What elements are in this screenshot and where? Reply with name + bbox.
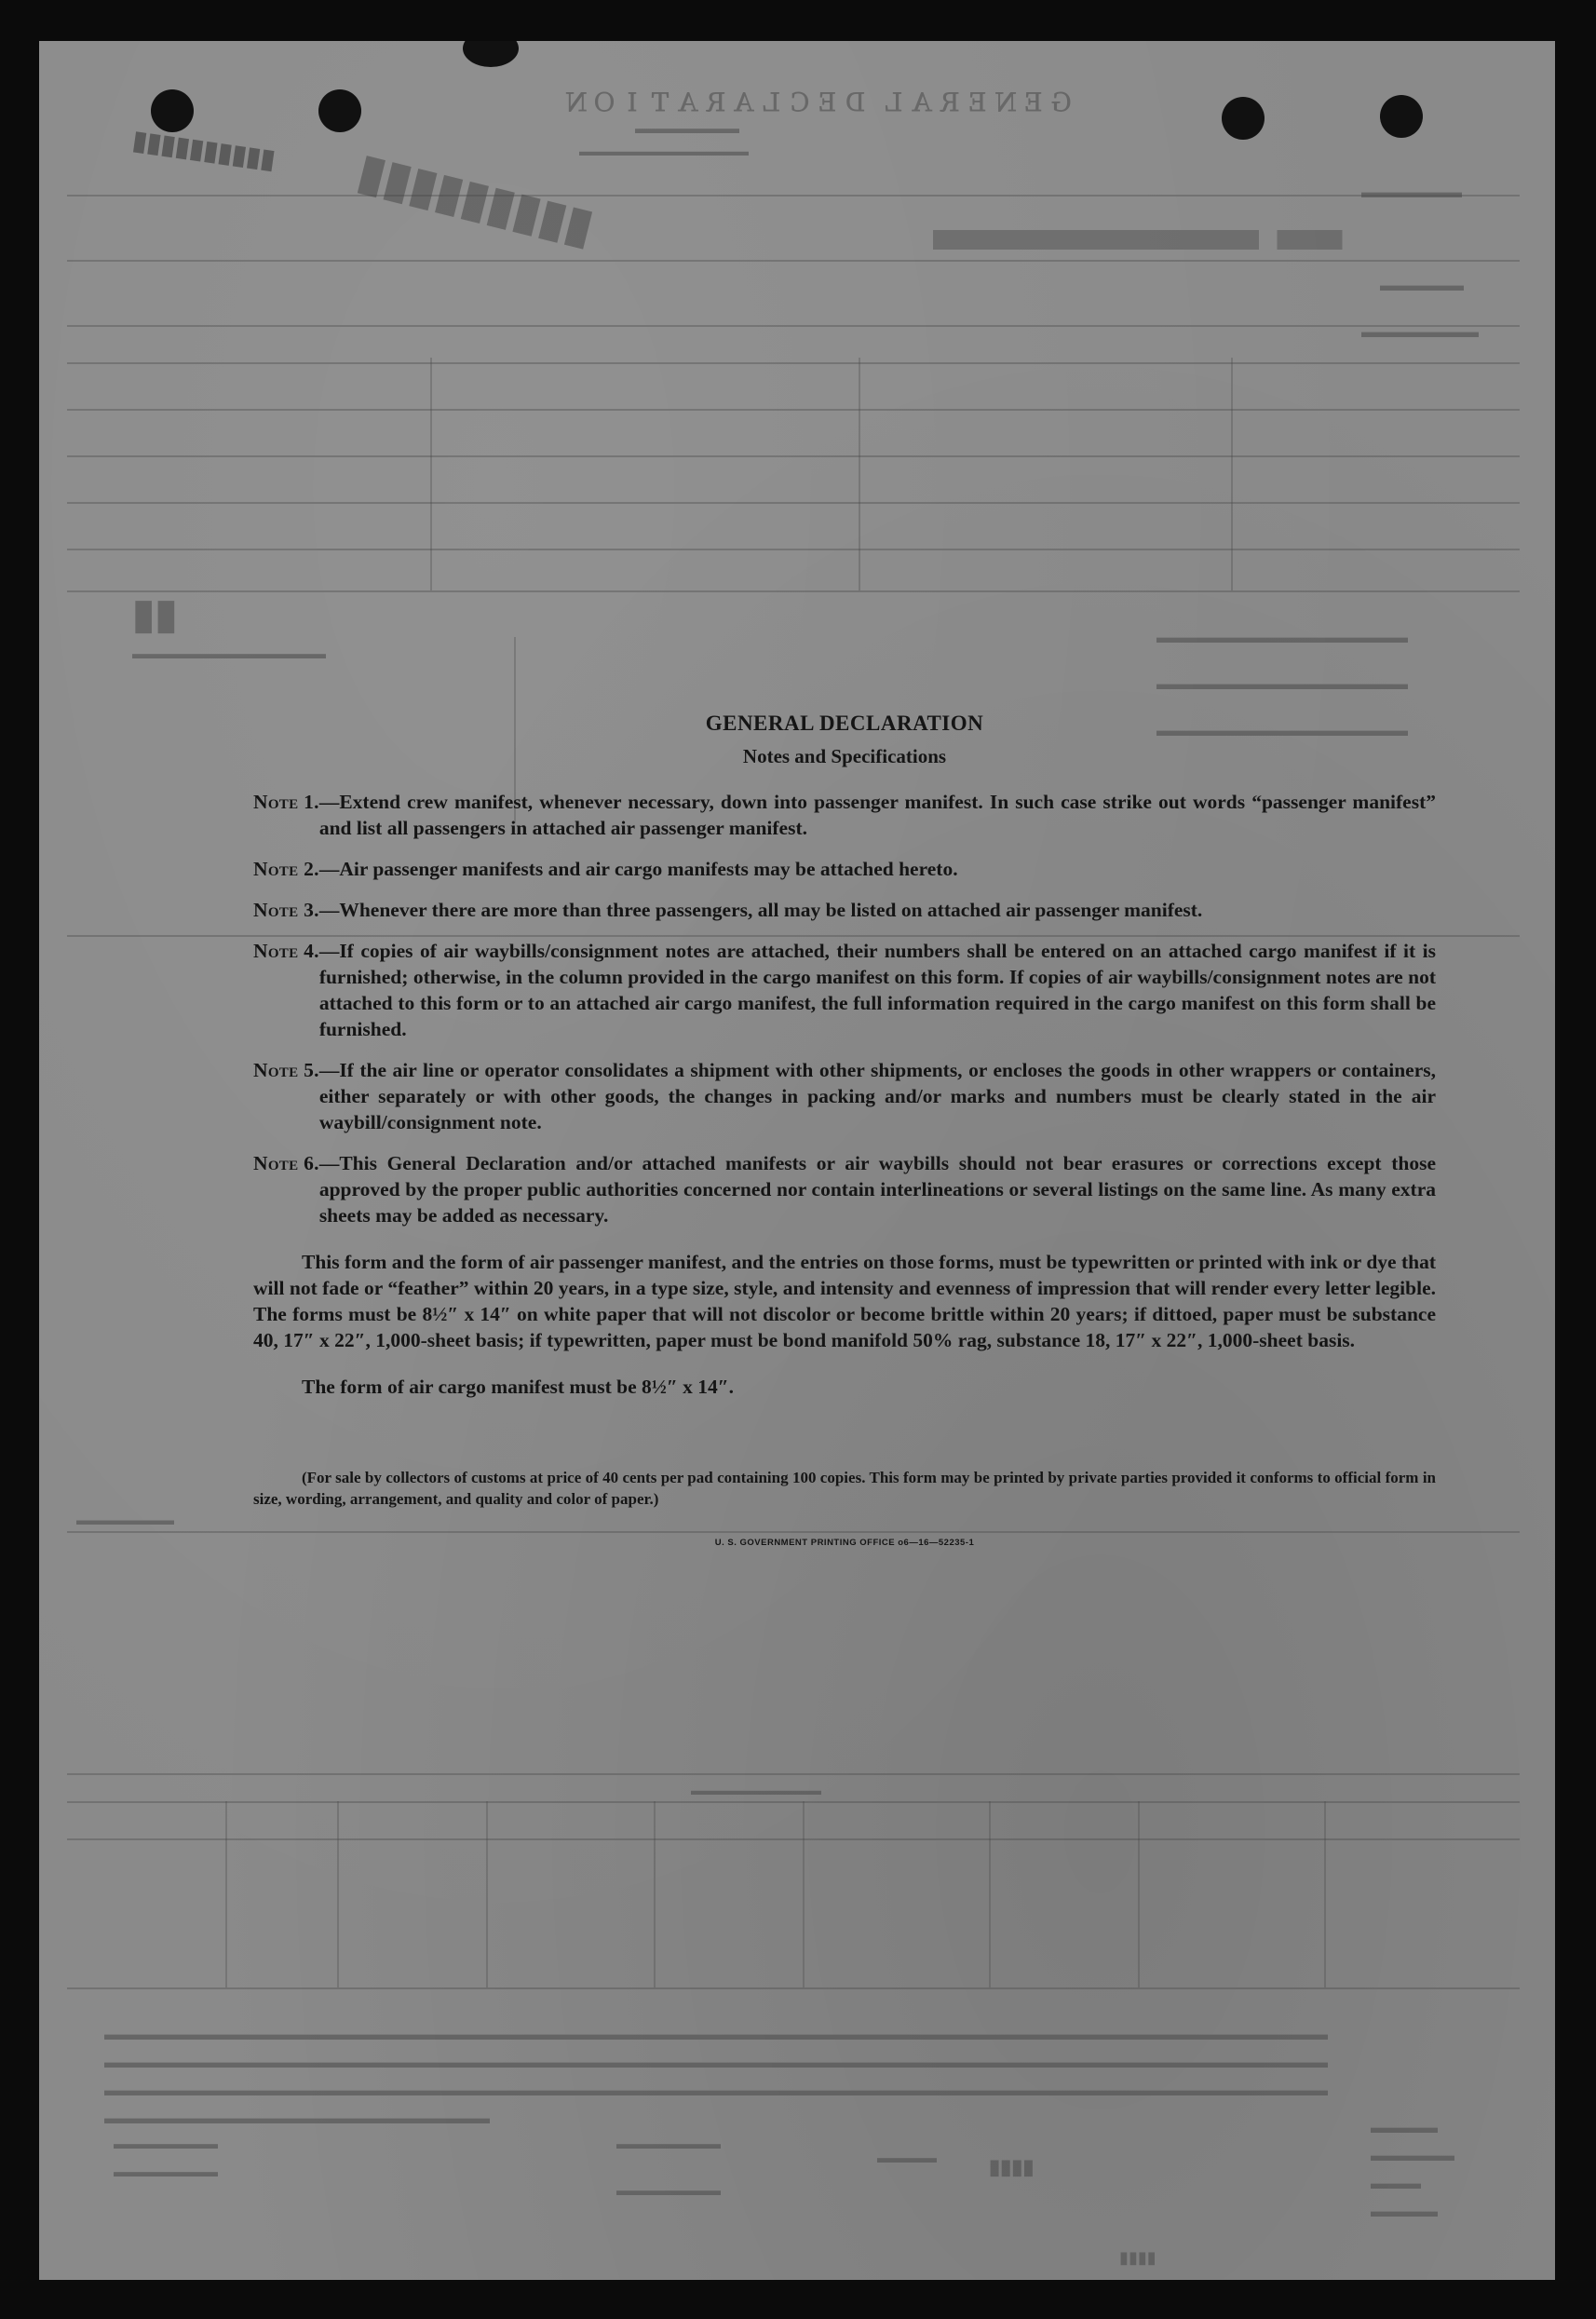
declaration-title: GENERAL DECLARATION	[705, 712, 984, 735]
note-6	[253, 1150, 1436, 1228]
note-2	[253, 856, 1436, 882]
note-text: —Whenever there are more than three passengers, all may be listed on attached air passenger manifest.	[318, 899, 1203, 921]
punch-hole	[151, 89, 194, 132]
declaration-subtitle: Notes and Specifications	[742, 745, 947, 767]
document-page: ＧＥＮＥＲＡＬ ＤＥＣＬＡＲＡＴＩＯＮ ▬▬▬▬▬▬▬ ▬▬▬▬▬▬▬▬▬▬▬▬▬ ▮▮▮▮▮▮▮▮▮▮ ▮▮▮▮▮▮▮▮▮ ▬ ▬▬▬▬▬ ▬▬▬▬▬▬ ▬▬▬▬▬ ▬▬▬▬▬▬▬ ▬▬▬▬▬▬▬▬▬▬▬▬▬▬▬ ▬▬▬▬▬▬▬▬▬▬▬▬▬▬▬ ▬▬▬▬▬▬▬▬▬▬▬▬▬▬▬ ▮▮ ▬▬▬▬▬▬▬▬▬▬▬▬▬ ▬▬▬▬▬▬▬ ▬▬▬▬▬▬▬▬▬▬ ▬▬▬▬▬▬▬▬▬▬▬▬▬▬▬▬▬▬▬▬▬▬▬▬▬▬▬▬▬▬▬▬▬▬▬▬▬▬▬▬▬▬▬▬▬▬▬▬▬▬▬▬▬▬▬▬▬▬▬▬▬▬▬▬▬▬▬▬▬▬▬▬▬ ▬▬▬▬▬▬▬▬▬▬▬▬▬▬▬▬▬▬▬▬▬▬▬▬▬▬▬▬▬▬▬▬▬▬▬▬▬▬▬▬▬▬▬▬▬▬▬▬▬▬▬▬▬▬▬▬▬▬▬▬▬▬▬▬▬▬▬▬▬▬▬▬▬ ▬▬▬▬▬▬▬▬▬▬▬▬▬▬▬▬▬▬▬▬▬▬▬▬▬▬▬▬▬▬▬▬▬▬▬▬▬▬▬▬▬▬▬▬▬▬▬▬▬▬▬▬▬▬▬▬▬▬▬▬▬▬▬▬▬▬▬▬▬▬▬▬▬ ▬▬▬▬▬▬▬▬▬▬▬▬▬▬▬▬▬▬▬▬▬▬▬ ▬▬▬▬ ▬▬▬▬▬ ▬▬▬ ▬▬▬▬ ▬▬▬▬▬▬▬ ▬▬▬▬▬▬▬ ▬▬▬▬▬▬▬ ▬▬▬▬▬▬▬ ▬▬▬▬ ▮▮▮▮ ▮▮▮▮ GENERAL DECLARATION Notes and Specifications Note 1. —Extend crew manifest, whenever necessary, down into passenger manifest. In such case strike out words “passenger manifest” and list all passengers in attached air passenger manifest. Note 2. —Air passenger manifests and air cargo manifests may be attached hereto. Note 3. —Whenever there are more than three passengers, all may be listed on attached air passenger manifest. Note 4. —If copies of air waybills/consignment notes are attached, their numbers shall be entered on an attached cargo manifest if it is furnished; otherwise, in the column provided in the cargo manifest on this form. If copies of air waybills/consignment notes are not attached to this form or to an attached air cargo manifest, the full information required in the cargo manifest on this form shall be furnished. Note 5. —If the air line or operator consolidates a shipment with other shipments, or encloses the goods in other wrappers or containers, either separately or with other goods, the changes in packing and/or marks and numbers must be clearly stated in the air waybill/consignment note. Note 6. —This General Declaration and/or attached manifests or air waybills should not bear erasures or corrections except those approved by the proper public authorities concerned nor contain interlineations or several listings on the same line. As many extra sheets may be added as necessary. This form and the form of air passenger manifest, and the entries on those forms, must be typewritten or printed with ink or dye that will not fade or “feather” within 20 years, in a type size, style, and intensity and evenness of impression that will render every letter legible. The forms must be 8½″ x 14″ on white paper that will not discolor or become brittle within 20 years; if dittoed, paper must be substance 40, 17″ x 22″, 1,000-sheet basis; if typewritten, paper must be bond manifold 50% rag, substance 18, 17″ x 22″, 1,000-sheet basis. The form of air cargo manifest must be 8½″ x 14″. (For sale by collectors of customs at price of 40 cents per pad containing 100 copies. This form may be printed by private parties provided it conforms to official form in size, wording, arrangement, and quality and color of paper.) U. S. GOVERNMENT PRINTING OFFICE o6—16—52235-1	[39, 41, 1555, 2280]
punch-hole	[318, 89, 361, 132]
note-1	[253, 789, 1436, 841]
printing-office-imprint: U. S. GOVERNMENT PRINTING OFFICE o6—16—52235-1	[714, 1537, 975, 1548]
note-3	[253, 897, 1436, 923]
note-4	[253, 938, 1436, 1042]
note-text: —Extend crew manifest, whenever necessary, down into passenger manifest. In such case strike out words “passenger manifest” and list all passengers in attached air passenger manifest.	[318, 791, 1436, 839]
note-label: Note 3.	[253, 899, 319, 921]
note-label: Note 1.	[253, 791, 319, 813]
note-text: —Air passenger manifests and air cargo manifests may be attached hereto.	[318, 858, 958, 880]
note-label: Note 5.	[253, 1059, 319, 1081]
punch-hole	[1222, 97, 1265, 140]
sale-notice: (For sale by collectors of customs at price of 40 cents per pad containing 100 copies. This form may be printed by private parties provided it conforms to official form in size, wording, arrangement, and quality and color of paper.)	[253, 1468, 1436, 1508]
note-text: —This General Declaration and/or attached manifests or air waybills should not bear erasures or corrections except those approved by the proper public authorities concerned nor contain interlineations or several listings on the same line. As many extra sheets may be added as necessary.	[318, 1152, 1436, 1227]
note-text: —If copies of air waybills/consignment notes are attached, their numbers shall be entered on an attached cargo manifest if it is furnished; otherwise, in the column provided in the cargo manifest on this form. If copies of air waybills/consignment notes are not attached to this form or to an attached air cargo manifest, the full information required in the cargo manifest on this form shall be furnished.	[318, 940, 1436, 1040]
note-label: Note 2.	[253, 858, 319, 880]
punch-hole	[463, 41, 519, 67]
punch-hole	[1380, 95, 1423, 138]
note-label: Note 4.	[253, 940, 319, 962]
cargo-manifest-size-note: The form of air cargo manifest must be 8½″ x 14″.	[302, 1375, 735, 1398]
note-label: Note 6.	[253, 1152, 319, 1174]
note-text: —If the air line or operator consolidates a shipment with other shipments, or encloses the goods in other wrappers or containers, either separately or with other goods, the changes in packing and/or marks and numbers must be clearly stated in the air waybill/consignment note.	[318, 1059, 1436, 1133]
general-declaration-notes	[253, 712, 1436, 1548]
note-5	[253, 1057, 1436, 1135]
form-specification-paragraph: This form and the form of air passenger manifest, and the entries on those forms, must be typewritten or printed with ink or dye that will not fade or “feather” within 20 years, in a type size, style, and intensity and evenness of impression that will render every letter legible. The forms must be 8½″ x 14″ on white paper that will not discolor or become brittle within 20 years; if dittoed, paper must be substance 40, 17″ x 22″, 1,000-sheet basis; if typewritten, paper must be bond manifold 50% rag, substance 18, 17″ x 22″, 1,000-sheet basis.	[253, 1251, 1436, 1351]
